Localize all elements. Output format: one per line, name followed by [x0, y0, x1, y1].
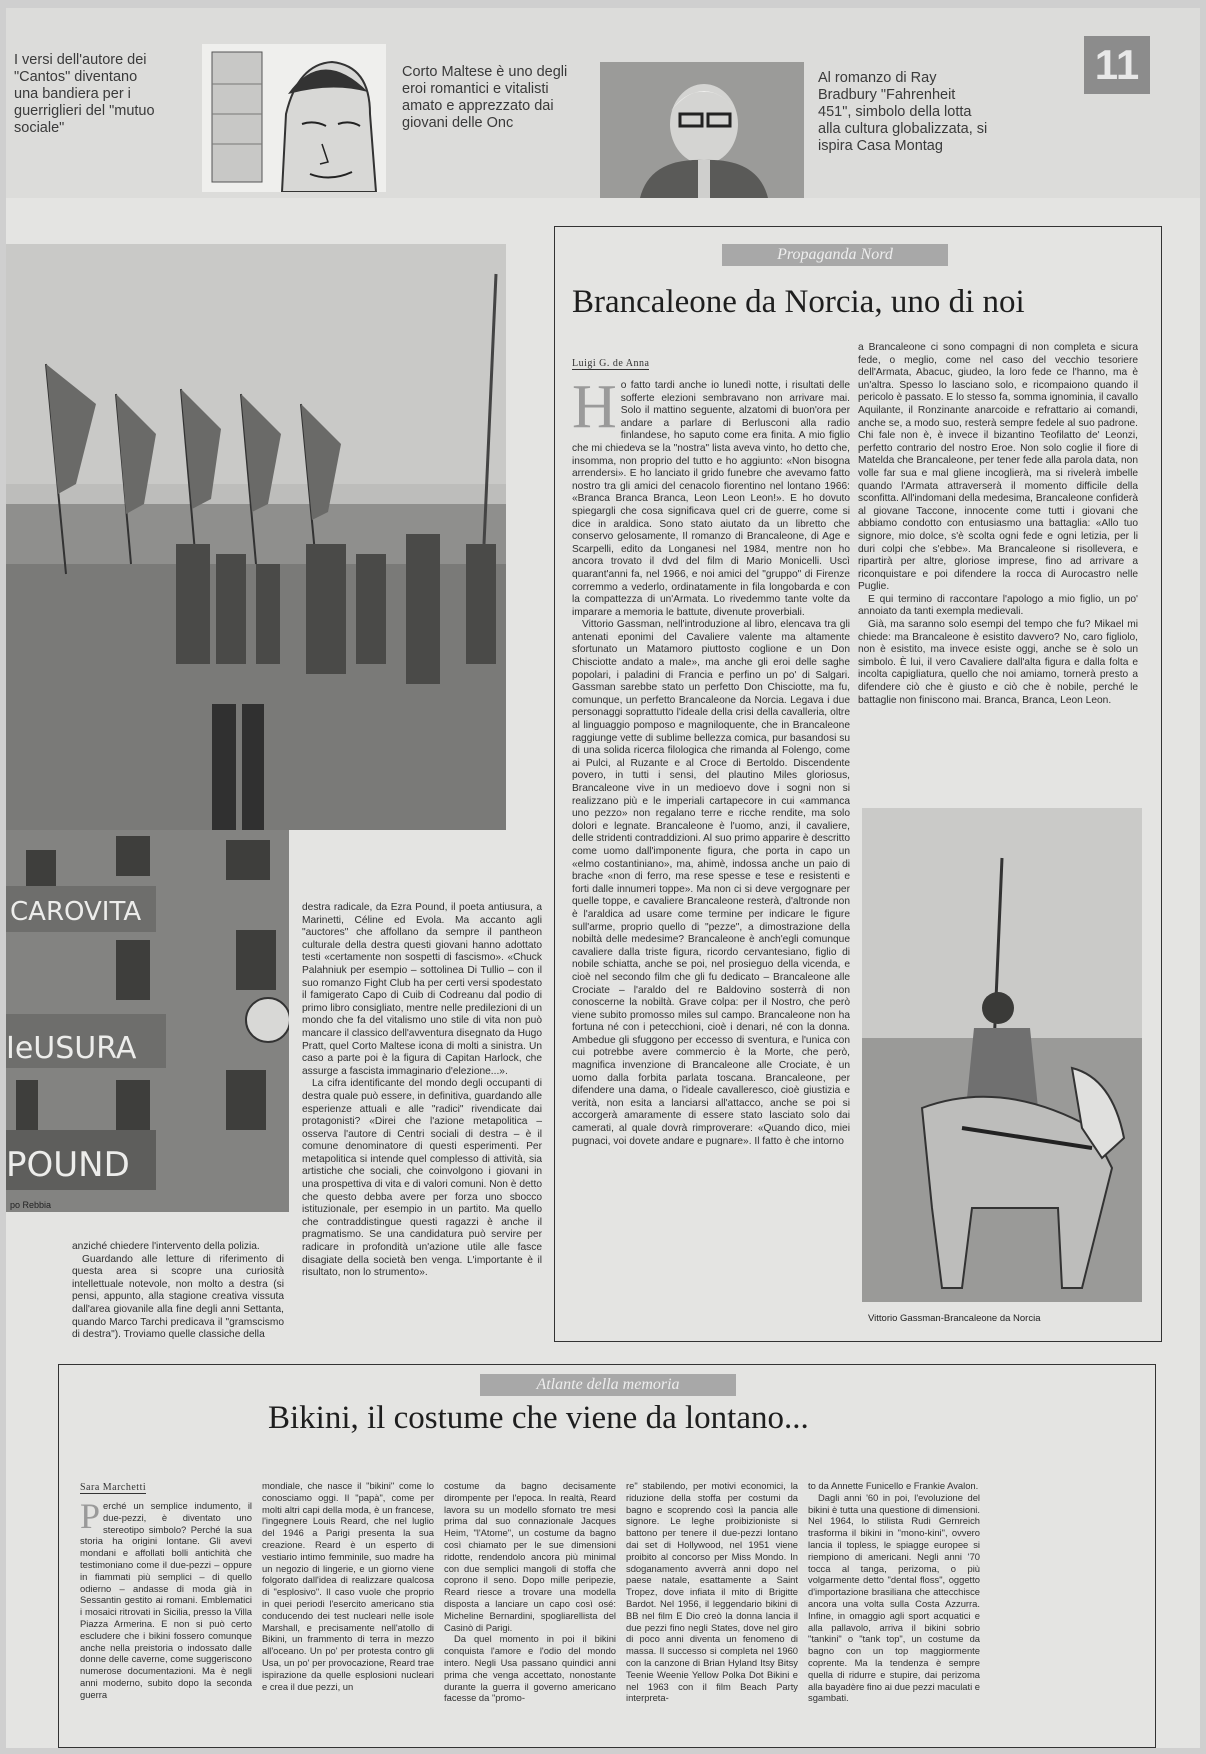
bradbury-photo: [600, 62, 804, 198]
paragraph: re" stabilendo, per motivi economici, la riduzione della stoffa per costumi da bagno e scoprendo così la pancia alle signore. Le leghe proibizioniste si battono per tenere il due-pezzi lontano dai set di Hollywood, nel 1951 viene proibito al concorso per Miss Mondo. In sdoganamento avverrà anni dopo nel paese natale, esattamente a Saint Tropez, dove infiata il mito di Brigitte Bardot. Nel 1956, il leggendario bikini di BB nel film E Dio creò la donna lancia il due pezzi fino negli States, dove nel giro di poco anni diventa un fenomeno di massa. Il successo si completa nel 1960 con la canzone di Brian Hyland Itsy Bitsy Teenie Weenie Yellow Polka Dot Bikini e nel 1963 con il film Beach Party interpreta-: [626, 1480, 798, 1704]
paragraph: anziché chiedere l'intervento della polizia.: [72, 1241, 260, 1252]
drop-cap: P: [80, 1500, 101, 1536]
teaser-bradbury: Al romanzo di Ray Bradbury "Fahrenheit 451", simbolo della lotta alla cultura globalizzata, si ispira Casa Montag: [818, 70, 988, 154]
brancaleone-col2: [858, 342, 1138, 802]
bikini-col3: [444, 1480, 616, 1738]
gassman-horse-photo: [862, 808, 1142, 1302]
svg-text:POUND: POUND: [6, 1145, 130, 1185]
paragraph: erché un semplice indumento, il due-pezzi, è diventato uno stereotipo simbolo? Perché la sua storia ha origini lontane. Gli avevi mondani e affollati bolli antichità che testimoniano come il due-pezzi – oppure in fiammati più semplici – di quello odierno – andasse di moda già in Sessantin gestito ai romani. Emblematici i mosaici ritrovati in Sicilia, presso la Villa Piazza Armerina. E non si può certo escludere che i bikini fossero comunque anche nella preistoria o indossato dalle donne delle caverne, come suggeriscono numerose documentazioni. Ma è negli anni moderno, subito dopo la seconda guerra: [80, 1500, 252, 1700]
gassman-photo-caption: Vittorio Gassman-Brancaleone da Norcia: [868, 1313, 1041, 1324]
drop-cap: H: [572, 380, 617, 441]
paragraph: Guardando alle letture di riferimento di questa area si scopre una curiosità intellettuale notevole, non molto a destra (si pensi, appunto, alla stagione creativa vissuta dall'area giovanile alla fine degli anni Settanta, quando Marco Tarchi predicava il "gramscismo di destra"). Troviamo quelle classiche della: [72, 1253, 284, 1341]
brancaleone-byline: Luigi G. de Anna: [572, 358, 650, 369]
left-article-col1: [72, 1241, 284, 1347]
page-number: 11: [1084, 36, 1150, 94]
teaser-corto-maltese: Corto Maltese è uno degli eroi romantici e vitalisti amato e apprezzato dai giovani delle Onc: [402, 64, 568, 131]
brancaleone-headline: Brancaleone da Norcia, uno di noi: [572, 284, 1025, 320]
teaser-pound: I versi dell'autore dei "Cantos" diventano una bandiera per i guerriglieri del "mutuo sociale": [14, 52, 155, 136]
brancaleone-kicker: Propaganda Nord: [722, 244, 948, 266]
paragraph: Vittorio Gassman, nell'introduzione al libro, elencava tra gli antenati eponimi del Cavaliere valente ma altamente sfortunato un Matamoro piuttosto coglione e un Don Chisciotte andato a male», ma anche gli eroi delle saghe popolari, i paladini di Francia e perfino un po' di Salgari. Gassman sarebbe stato un perfetto Don Chisciotte, ma fu, comunque, un perfetto Brancaleone da Norcia. Legava i due personaggi soprattutto l'ideale della crisi della cavalleria, oltre al linguaggio pomposo e magniloquente, che in Brancaleone raggiunge vette di sublime bellezza comica, pur basandosi su di una solida ricerca filologica che rimanda al Folengo, come ai Pulci, al Ruzante e al Croce di Bertoldo. Discendente povero, in tutti i sensi, del plautino Miles gloriosus, Brancaleone vive in un medioevo dove i sogni non si realizzano più e le imperiali cartapecore in cui «ammanca uno pezzo» non regalano terre e ricche rendite, ma solo dolori e legnate. Brancaleone è l'uomo, anzi, il cavaliere, delle stridenti contraddizioni. Al suo primo apparire è descritto come uomo dall'imponente figura, che porta in capo un «elmo costantiniano», ma, ahimè, indossa anche un paio di brache «non di ferro, ma rese spesse e tese e resistenti e forti dalle innumeri toppe». Ma non ci si deve vergognare per quelle toppe, e cavaliere Brancaleone resterà, d'altronde non è l'araldica ad usare come termine per indicare le figure sull'arme, proprio quello di "pezze", a dimostrazione della nobiltà delle medesime? Brancaleone è anch'egli comunque cavaliere dalla triste figura, ricordo cervantesiano, figlio di nobile schiatta, anche se poi, nel prosieguo della vicenda, e cioè nel secondo film che gli fu dedicato – Brancaleone alle Crociate – l'araldo del re Baldovino sosterrà di non conoscerne la nobiltà. Grave colpa: per il Nostro, che però viene subito promosso miles sul campo. Brancaleone non ha fortuna né con i petecchioni, cioè i denari, né con la donna. Ambedue gli sfuggono per eccesso di sventura, e l'unica con cui potrebbe avere commercio è la Morte, che però, magnifica invenzione di Brancaleone alle Crociate, è un uomo dalla forbita parlata toscana. Brancaleone, per difendere una dama, o l'ideale cavalleresco, cioè giustizia e verità, non esita a lanciarsi all'attacco, anche se poi si accorgerà amaramente di essere stato lasciato solo dai camerati, al quale dovrà rimproverare: «Quando dico, miei pugnaci, voi dovete andare e pugnare». Il fatto è che intorno: [572, 619, 850, 1147]
paragraph: La cifra identificante del mondo degli occupanti di destra quale può essere, in definitiva, guardando alle esperienze attuali e alle "radici" rivendicate dai protagonisti? «Direi che l'azione metapolitica – osserva l'autore di Centri sociali di destra – è il comune denominatore di questi esperimenti. Per metapolitica si intende quel complesso di attività, sia artistiche che sociali, che coinvolgono i giovani in una prospettiva di vita e di valori comuni. Non è detto che questo debba avere per forza uno sbocco istituzionale, per esempio in un partito. Ma quello che contraddistingue questi ragazzi è anche il pragmatismo. Se una candidatura può servire per radicare in profondità un'azione utile alle fasce disagiate della società ben venga. L'importante è il risultato, non lo strumento».: [302, 1078, 542, 1279]
brancaleone-col1: [572, 380, 850, 1338]
corto-maltese-illustration: [202, 44, 386, 192]
photo-credit: po Rebbia: [10, 1200, 52, 1210]
paragraph: Dagli anni '60 in poi, l'evoluzione del bikini è tutta una questione di dimensioni. Nel 1964, lo stilista Rudi Gernreich trasforma il bikini in "mono-kini", ovvero lancia il topless, le spiagge europee si riempiono di americani. Negli anni '70 tocca al tanga, perizoma, o più volgarmente detto "dental floss", oggetto d'importazione brasiliana che attecchisce ancora una volta sulla Costa Azzurra. Infine, in omaggio agli sport acquatici e alla pallavolo, arriva il bikini sobrio "tankini" o "tank top", un costume da bagno con un top maggiormente coprente. Ma la tendenza è sempre quella di ridurre e stupire, dai perizoma alla bayadère fino ai due pezzi maculati e sgambati.: [808, 1491, 980, 1704]
building-banners-photo: [6, 830, 289, 1212]
paragraph: Già, ma saranno solo esempi del tempo che fu? Mikael mi chiede: ma Brancaleone è esistito davvero? No, caro figliolo, non è esistito, ma invece esiste oggi, anche se è solo un simbolo. È lui, il vero Cavaliere dall'alta figura e dalla folta e incolta capigliatura, quello che noi amiamo, tornerà presto a difendere ciò che è giusto e ciò che è nobile, perché le battaglie non finiscono mai. Branca, Branca, Leon Leon.: [858, 619, 1138, 706]
paragraph: a Brancaleone ci sono compagni di non completa e sicura fede, o meglio, come nel caso del vecchio tesoriere dell'Armata, Abacuc, giudeo, la loro fede ce l'hanno, ma è un'altra. Spesso lo lasciano solo, e ricompaiono quando il pericolo è passato. E lo stesso fa, somma ignominia, il cavallo Aquilante, il Ronzinante anarcoide e refrattario ai comandi, anche se, a modo suo, resterà sempre fedele al suo padrone. Chi fale non è, è invece il bizantino Teofilatto de' Leonzi, perfetto contrario del nostro Eroe. Non solo coglie il fiore di Matelda che Brancaleone, per tener fede alla parola data, non volle far sua e mal gliene incoglierà, ma si rivelerà imbelle quando l'Armata attraverserà il momento difficile della sconfitta. All'indomani della medesima, Brancaleone confiderà al giovane Taccone, innocente come tutti i giovani che abbiamo condotto con entusiasmo una battaglia: «Allo tuo signore, mio dolce, s'è scolta ogni fede e ogni letizia, per li duri colpi che s'ebbe». Ma Brancaleone si risollevera, e ripartirà per altre, gloriose imprese, fino ad arrivare a riconquistare e poi difendere la rocca di Aurocastro nelle Puglie.: [858, 342, 1138, 593]
left-article-col2: [302, 902, 542, 1347]
bikini-kicker: Atlante della memoria: [480, 1374, 736, 1396]
paragraph: destra radicale, da Ezra Pound, il poeta antiusura, a Marinetti, Céline ed Evola. Ma accanto agli "auctores" che affollano da sempre il pantheon culturale della destra questi giovani hanno adottato testi «certamente non sospetti di fascismo». «Chuck Palahniuk per esempio – sottolinea Di Tullio – con il suo romanzo Fight Club ha per certi versi spodestato il famigerato Capo di Cuib di Codreanu dal podio di primo libro consigliato, mentre nelle predilezioni di un mondo che fa del vitalismo uno stile di vita non può mancare il classico dell'avventura disegnato da Hugo Pratt, quel Corto Maltese icona di molti a sinistra. Un caso a parte poi è la figura di Capitan Harlock, che assurge a fascista immaginario d'elezione...».: [302, 902, 542, 1077]
bikini-byline: Sara Marchetti: [80, 1482, 147, 1493]
flags-demonstration-photo: [6, 244, 506, 830]
paragraph: costume da bagno decisamente dirompente per l'epoca. In realtà, Reard lavora su un modello sfornato tre mesi prima dal suo connazionale Jacques Heim, "l'Atome", un costume da bagno così chiamato per le sue dimensioni ridotte, rendendolo ancora più minimal con due semplici mangoli di stoffa che coprono il seno. Dopo mille peripezie, Reard riesce a trovare una modella disposta a lanciare un capo così osé: Micheline Bernardini, spogliarellista del Casinò di Parigi.: [444, 1480, 616, 1633]
svg-text:CAROVITA: CAROVITA: [10, 897, 142, 927]
newspaper-page: [6, 8, 1200, 1748]
paragraph: to da Annette Funicello e Frankie Avalon.: [808, 1480, 979, 1491]
bikini-col1: [80, 1500, 252, 1738]
bikini-col5: [808, 1480, 980, 1738]
paragraph: o fatto tardi anche io lunedì notte, i risultati delle sofferte elezioni sembravano non arrivare mai. Solo il mattino seguente, alzatomi di buon'ora per andare a parlare di Berlusconi alla radio finlandese, ho saputo come era finita. A mio figlio che mi chiedeva se la "nostra" lista aveva vinto, ho detto che, insomma, non proprio del tutto e ho aggiunto: «Non bisogna arrendersi». E ho lanciato il grido funebre che avevamo fatto nostro tra gli amici del cenacolo fiorentino nel lontano 1966: «Branca Branca Branca, Leon Leon Leon!». E ho dovuto spiegargli che cosa significava quel cri de guerre, come si dice in araldica. Sono stato aiutato da un libretto che conservo gelosamente, Il romanzo di Brancaleone, di Age e Scarpelli, edito da Longanesi nel 1984, mentre non ho ancora trovato il dvd del film di Mario Monicelli. Uscì quarant'anni fa, nel 1966, e noi amici del "gruppo" di Firenze corremmo a vederlo, ordinatamente in fila longobarda e con la compattezza di un'Armata. Lo rivedemmo tante volte da imparare a memoria le battute, divenute proverbiali.: [572, 380, 850, 618]
bikini-col2: [262, 1480, 434, 1738]
paragraph: Da quel momento in poi il bikini conquista l'amore e l'odio del mondo intero. Negli Usa passano quindici anni prima che venga accettato, nonostante durante la guerra il governo americano facesse da "promo-: [444, 1633, 616, 1704]
teaser-strip: [6, 8, 1200, 198]
bikini-col4: [626, 1480, 798, 1738]
paragraph: E qui termino di raccontare l'apologo a mio figlio, un po' annoiato da tanti exempla medievali.: [858, 593, 1138, 618]
paragraph: mondiale, che nasce il "bikini" come lo conosciamo oggi. Il "papà", come per molti altri capi della moda, è un francese, l'ingegnere Louis Reard, che nel luglio del 1946 a Parigi presenta la sua creazione. Reard è un esperto di vestiario intimo femminile, suo madre ha un negozio di lingerie, e un giorno viene folgorato dall'idea di realizzare qualcosa di "esplosivo". Il caso vuole che proprio in quei periodi l'esercito americano stia conducendo dei test nucleari nelle isole Marshall, e precisamente nell'atollo di Bikini, un frammento di terra in mezzo all'oceano. Un po' per protesta contro gli Usa, un po' per provocazione, Reard trae ispirazione da quelle esplosioni nucleari e crea il due pezzi, un: [262, 1480, 434, 1692]
bikini-headline: Bikini, il costume che viene da lontano...: [268, 1400, 809, 1436]
svg-text:IeUSURA: IeUSURA: [6, 1031, 137, 1066]
